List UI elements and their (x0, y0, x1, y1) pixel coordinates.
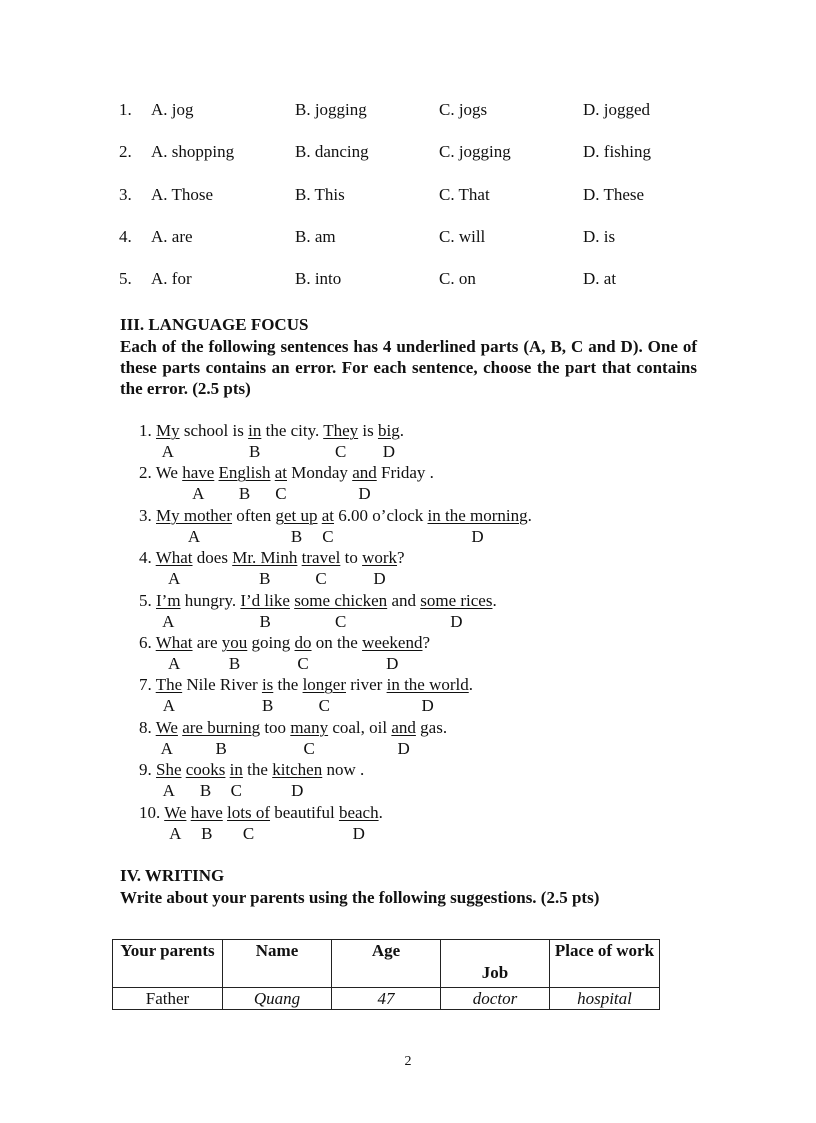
error-sentence (139, 633, 430, 653)
sentence-number: 2. (139, 463, 152, 483)
sentence-text: river (346, 675, 387, 695)
option-b: B. jogging (295, 100, 367, 119)
underlined-part[interactable]: weekend (362, 632, 423, 652)
table-row (113, 988, 660, 1010)
sentence-number: 5. (139, 590, 152, 610)
underlined-part[interactable]: work (362, 548, 398, 568)
option-letter: C (322, 526, 334, 546)
option-letter: C (335, 442, 347, 461)
sentence-text: the (273, 675, 303, 695)
sentence-number: 10. (139, 802, 161, 822)
option-letter: B (215, 738, 227, 758)
underlined-part[interactable]: and (352, 463, 377, 483)
cell-job-value: doctor (472, 988, 518, 1008)
error-sentence (139, 506, 532, 526)
option-a: A. jog (151, 100, 194, 119)
underlined-part[interactable]: What (155, 632, 193, 652)
sentence-text: . (399, 421, 404, 440)
underlined-part[interactable]: We (155, 717, 178, 737)
cell-job (441, 988, 550, 1010)
sentence-text: gas. (415, 717, 448, 737)
underlined-part[interactable]: in the morning (427, 505, 528, 525)
option-letter: B (259, 569, 271, 589)
underlined-part[interactable]: and (391, 717, 416, 737)
option-c: C. jogging (439, 142, 511, 162)
sentence-text: Friday . (376, 463, 434, 483)
option-d: D. fishing (583, 142, 651, 162)
header-cell-name: Name (223, 940, 332, 988)
underlined-part[interactable]: in (229, 760, 243, 780)
underlined-part[interactable]: longer (302, 675, 346, 695)
option-letters (139, 739, 539, 759)
sentence-text: hungry. (180, 590, 241, 610)
underlined-part[interactable]: some chicken (294, 590, 388, 610)
underlined-part[interactable]: you (221, 632, 248, 652)
language-focus-instruction: Each of the following sentences has 4 underlined parts (A, B, C and D). One of these parts contains an error. For each sentence, choose the part that contains the error. (2.5 pts) (120, 337, 697, 398)
option-d: D. These (583, 184, 645, 204)
option-letter: B (199, 781, 212, 801)
option-letter: B (290, 526, 303, 546)
sentence-text: beautiful (270, 802, 339, 822)
option-d: D. jogged (583, 100, 651, 119)
option-letter: A (187, 526, 201, 546)
sentence-text: . (527, 505, 532, 525)
option-d: D. at (583, 269, 617, 289)
sentence-number: 1. (139, 421, 152, 440)
sentence-number: 6. (139, 632, 152, 652)
option-letter: C (297, 653, 309, 673)
mcq-number: 2. (119, 142, 132, 162)
underlined-part[interactable]: have (190, 802, 223, 822)
underlined-part[interactable]: My mother (156, 505, 233, 525)
underlined-part[interactable]: The (155, 675, 183, 695)
option-letters (139, 654, 539, 674)
error-sentence (139, 463, 434, 483)
underlined-part[interactable]: beach (338, 802, 379, 822)
sentence-text: coal, oil (328, 717, 392, 737)
option-letter: D (373, 569, 386, 589)
option-letter: C (275, 484, 287, 504)
section-title-writing: IV. WRITING (120, 866, 225, 885)
option-letter: D (358, 484, 371, 504)
underlined-part[interactable]: They (323, 421, 359, 440)
cell-age-value: 47 (377, 988, 395, 1008)
sentence-text: ? (422, 632, 431, 652)
sentence-text: . (492, 590, 497, 610)
option-b: B. into (295, 269, 342, 289)
mcq-row (119, 100, 719, 142)
option-letter: A (162, 781, 175, 801)
option-letter: B (238, 484, 251, 504)
underlined-part[interactable]: She (156, 760, 182, 780)
option-letter: A (192, 484, 205, 504)
underlined-part[interactable]: English (218, 463, 271, 483)
underlined-part[interactable]: kitchen (272, 760, 323, 780)
option-b: B. This (295, 184, 345, 204)
sentence-text: ? (397, 548, 405, 568)
option-c: C. on (439, 269, 476, 289)
mcq-number: 1. (119, 100, 132, 119)
option-letter: A (160, 738, 173, 758)
underlined-part[interactable]: is (261, 675, 274, 695)
underlined-part[interactable]: some rices (420, 590, 493, 610)
sentence-text: . (468, 675, 473, 695)
sentence-number: 3. (139, 505, 152, 525)
cell-place-of-work (550, 988, 660, 1010)
underlined-part[interactable]: have (182, 463, 215, 483)
header-cell-place-of-work: Place of work (550, 940, 660, 988)
underlined-part[interactable]: are burning (182, 717, 261, 737)
sentence-number: 9. (139, 760, 152, 780)
sentence-text: on the (311, 632, 363, 652)
sentence-number: 8. (139, 717, 152, 737)
option-letter: B (261, 696, 274, 716)
underlined-part[interactable]: get up (275, 505, 318, 525)
sentence-text: Monday (287, 463, 353, 483)
option-letter: A (162, 696, 176, 716)
underlined-part[interactable]: big (377, 421, 400, 440)
mcq-row (119, 269, 719, 311)
sentence-text: We (155, 463, 183, 483)
header-cell-age: Age (332, 940, 441, 988)
option-letters (139, 824, 539, 844)
underlined-part[interactable]: cooks (185, 760, 226, 780)
option-letter: D (471, 526, 484, 546)
cell-place-value: hospital (577, 988, 632, 1008)
option-letters (139, 484, 539, 504)
sentence-text: the city. (261, 421, 324, 440)
underlined-part[interactable]: do (294, 632, 312, 652)
option-letter: C (335, 611, 347, 631)
mcq-options (119, 100, 719, 311)
option-letter: D (450, 611, 463, 631)
option-letters (139, 612, 539, 632)
underlined-part[interactable]: at (274, 463, 288, 483)
table-header-row (113, 940, 660, 988)
writing-instruction: Write about your parents using the following suggestions. (2.5 pts) (120, 888, 600, 907)
option-letter: A (161, 442, 174, 461)
underlined-part[interactable]: in (248, 421, 262, 440)
sentence-text: often (232, 505, 276, 525)
sentence-number: 4. (139, 548, 152, 568)
option-letter: D (386, 653, 399, 673)
sentence-text: now . (322, 760, 365, 780)
option-letter: B (201, 823, 213, 843)
header-cell-job: Job (441, 940, 550, 988)
sentence-text: does (192, 548, 233, 568)
option-letter: D (352, 823, 365, 843)
option-a: A. for (151, 269, 192, 289)
option-a: A. Those (151, 184, 214, 204)
sentence-text: to (340, 548, 363, 568)
underlined-part[interactable]: lots of (227, 802, 271, 822)
sentence-text: Nile River (182, 675, 262, 695)
option-letter: C (230, 781, 242, 801)
option-letter: A (169, 823, 182, 843)
sentence-text: is (358, 421, 378, 440)
cell-name (223, 988, 332, 1010)
cell-age (332, 988, 441, 1010)
error-sentence (139, 675, 473, 695)
option-letters (139, 442, 539, 462)
underlined-part[interactable]: I’m (156, 590, 181, 610)
underlined-part[interactable]: many (290, 717, 329, 737)
option-a: A. shopping (151, 142, 235, 162)
mcq-row (119, 227, 719, 269)
sentence-text: are (192, 632, 222, 652)
parents-table (112, 939, 660, 1010)
option-d: D. is (583, 226, 616, 246)
option-b: B. am (295, 226, 336, 246)
sentence-text: . (378, 802, 383, 822)
option-letter: D (382, 442, 395, 461)
mcq-row (119, 142, 719, 184)
cell-name-value: Quang (253, 988, 301, 1008)
option-letter: B (249, 442, 261, 461)
error-sentence (139, 718, 447, 738)
section-title-language-focus: III. LANGUAGE FOCUS (120, 315, 309, 334)
sentence-text: and (387, 590, 421, 610)
error-sentence (139, 760, 364, 780)
option-letter: C (315, 569, 327, 589)
page-number: 2 (404, 1054, 412, 1069)
option-letters (139, 569, 539, 589)
mcq-number: 4. (119, 226, 132, 246)
underlined-part[interactable]: travel (301, 548, 341, 568)
option-letter: B (259, 611, 271, 631)
option-letter: C (318, 696, 330, 716)
option-a: A. are (151, 226, 193, 246)
option-letters (139, 527, 539, 547)
underlined-part[interactable]: Mr. Minh (232, 548, 298, 568)
underlined-part[interactable]: We (164, 802, 187, 822)
mcq-number: 5. (119, 269, 132, 289)
mcq-number: 3. (119, 184, 132, 204)
option-c: C. jogs (439, 100, 488, 119)
option-c: C. will (439, 226, 486, 246)
cell-relation: Father (113, 988, 223, 1010)
option-letter: A (167, 569, 181, 589)
option-letter: D (291, 781, 304, 801)
sentence-number: 7. (139, 675, 152, 695)
option-letter: B (228, 653, 241, 673)
underlined-part[interactable]: at (321, 505, 335, 525)
sentence-text: going (247, 632, 295, 652)
option-letters (139, 781, 539, 801)
option-letter: D (397, 738, 410, 758)
header-cell-your-parents: Your parents (113, 940, 223, 988)
underlined-part[interactable]: I’d like (240, 590, 290, 610)
sentence-text: too (260, 717, 291, 737)
underlined-part[interactable]: What (155, 548, 193, 568)
sentence-text: school is (179, 421, 249, 440)
option-letter: C (242, 823, 255, 843)
option-letter: C (303, 738, 315, 758)
option-c: C. That (439, 184, 490, 204)
option-letter: D (421, 696, 434, 716)
sentence-text: 6.00 o’clock (334, 505, 428, 525)
underlined-part[interactable]: in the world (386, 675, 469, 695)
error-sentence (139, 548, 405, 568)
sentence-text: the (242, 760, 273, 780)
option-b: B. dancing (295, 142, 369, 162)
error-sentence (139, 591, 497, 611)
error-sentence (139, 803, 383, 823)
option-letter: A (162, 611, 175, 631)
underlined-part[interactable]: My (156, 421, 180, 440)
option-letters (139, 696, 539, 716)
error-sentence (139, 421, 404, 441)
mcq-row (119, 185, 719, 227)
option-letter: A (167, 653, 181, 673)
